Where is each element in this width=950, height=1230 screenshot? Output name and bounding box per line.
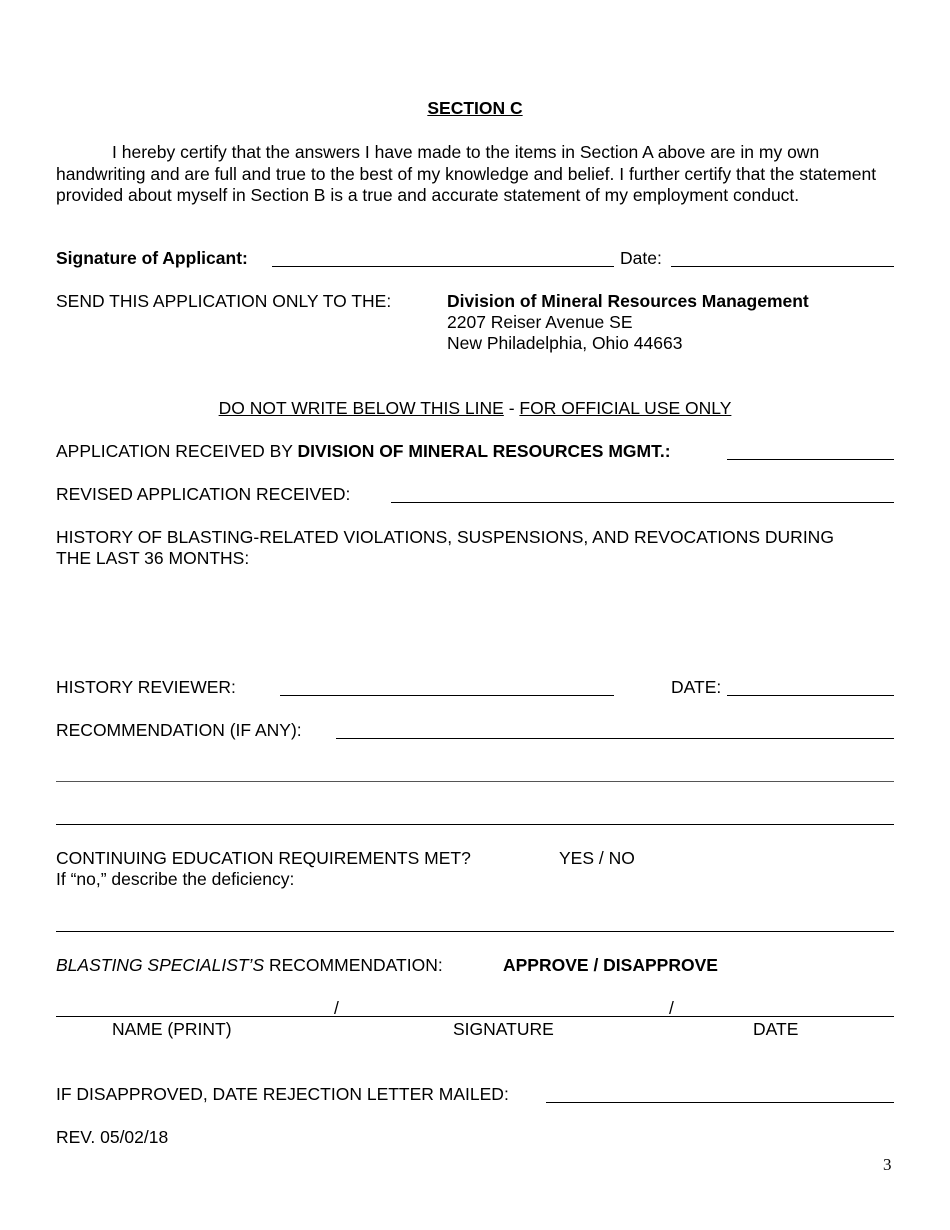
recommendation-field-line3[interactable] (56, 824, 894, 825)
history-reviewer-field[interactable] (280, 695, 614, 696)
approve-disapprove-choice[interactable]: APPROVE / DISAPPROVE (503, 955, 718, 975)
revision-date: REV. 05/02/18 (56, 1127, 169, 1147)
send-street: 2207 Reiser Avenue SE (447, 312, 633, 332)
history-reviewer-label: HISTORY REVIEWER: (56, 677, 236, 697)
signature-column-label: SIGNATURE (453, 1019, 554, 1039)
history-label-line2: THE LAST 36 MONTHS: (56, 548, 250, 568)
signature-date-label: Date: (620, 248, 662, 268)
signature-date-field[interactable] (671, 266, 894, 267)
certification-paragraph (56, 142, 896, 207)
specialist-recommendation-label: BLASTING SPECIALIST’S RECOMMENDATION: (56, 955, 443, 975)
education-deficiency-field[interactable] (56, 931, 894, 932)
education-label: CONTINUING EDUCATION REQUIREMENTS MET? (56, 848, 471, 868)
official-use-right: FOR OFFICIAL USE ONLY (519, 398, 732, 418)
revised-application-label: REVISED APPLICATION RECEIVED: (56, 484, 351, 504)
send-label: SEND THIS APPLICATION ONLY TO THE: (56, 291, 392, 311)
page-number: 3 (883, 1155, 892, 1174)
recommendation-label: RECOMMENDATION (IF ANY): (56, 720, 302, 740)
official-use-left: DO NOT WRITE BELOW THIS LINE (218, 398, 504, 418)
disapproved-label: IF DISAPPROVED, DATE REJECTION LETTER MAILED: (56, 1084, 509, 1104)
disapprove-option[interactable]: DISAPPROVE (603, 955, 718, 975)
sign-row-slash-1: / (334, 998, 339, 1018)
signature-field[interactable] (272, 266, 614, 267)
send-org: Division of Mineral Resources Management (447, 291, 809, 311)
history-label-line1: HISTORY OF BLASTING-RELATED VIOLATIONS, SUSPENSIONS, AND REVOCATIONS DURING (56, 527, 834, 547)
reviewer-date-label: DATE: (671, 677, 722, 697)
sign-row-slash-2: / (669, 998, 674, 1018)
education-options[interactable]: YES / NO (559, 848, 635, 868)
signature-label: Signature of Applicant: (56, 248, 248, 268)
name-signature-date-field[interactable] (56, 1016, 894, 1017)
certification-text: I hereby certify that the answers I have made to the items in Section A above are in my own handwriting and are full and true to the best of my knowledge and belief. I further certify that the statement provided about myself in Section B is a true and accurate statement of my employment conduct. (56, 142, 877, 205)
application-received-label: APPLICATION RECEIVED BY DIVISION OF MINERAL RESOURCES MGMT.: (56, 441, 671, 461)
education-note: If “no,” describe the deficiency: (56, 869, 295, 889)
official-use-heading: DO NOT WRITE BELOW THIS LINE - FOR OFFICIAL USE ONLY (218, 398, 732, 418)
name-print-label: NAME (PRINT) (112, 1019, 232, 1039)
date-column-label: DATE (753, 1019, 799, 1039)
rejection-letter-date-field[interactable] (546, 1102, 894, 1103)
section-title: SECTION C (427, 98, 523, 118)
recommendation-field-line2[interactable] (56, 781, 894, 782)
recommendation-field[interactable] (336, 738, 894, 739)
send-city: New Philadelphia, Ohio 44663 (447, 333, 683, 353)
revised-application-field[interactable] (391, 502, 894, 503)
application-received-field[interactable] (727, 459, 894, 460)
reviewer-date-field[interactable] (727, 695, 894, 696)
approve-option[interactable]: APPROVE (503, 955, 589, 975)
